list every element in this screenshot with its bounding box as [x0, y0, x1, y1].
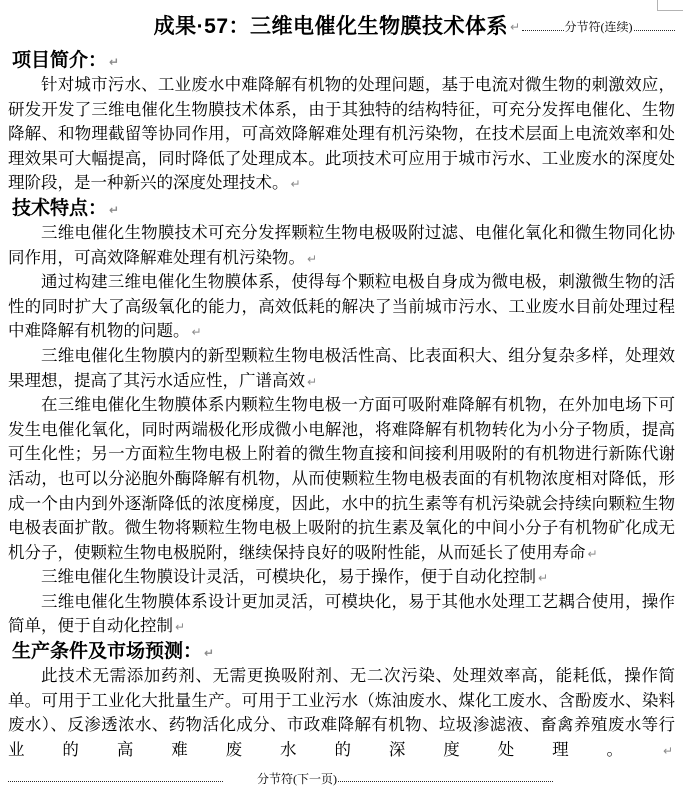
- paragraph-mark-icon: ↵: [662, 743, 673, 758]
- paragraph: [8, 565, 675, 590]
- paragraph-text: 此技术无需添加药剂、无需更换吸附剂、无二次污染、处理效率高，能耗低，操作简单。可用于工业化大批量生产。可用于工业污水（炼油废水、煤化工废水、含酚废水、染料废水）、反渗透浓水、药物活化成分、市政难降解有机物、垃圾渗滤液、畜禽养殖废水等行业的高难废水的深度处理。: [8, 666, 675, 759]
- paragraph-text: 三维电催化生物膜设计灵活，可模块化，易于操作，便于自动化控制: [41, 567, 536, 587]
- text-boundary-corner-icon: [657, 0, 683, 11]
- paragraph: [8, 221, 675, 270]
- paragraph-mark-icon: ↵: [191, 325, 202, 340]
- paragraph-mark-icon: ↵: [510, 20, 521, 34]
- paragraph: [8, 73, 675, 196]
- section-project-intro: [8, 48, 675, 196]
- section-break-label: 分节符(连续): [564, 20, 633, 34]
- section-break-label: 分节符(下一页): [257, 771, 337, 786]
- document-title-row: [8, 12, 675, 42]
- section-break-dots: [522, 30, 563, 31]
- paragraph-mark-icon: ↵: [109, 55, 120, 69]
- paragraph: [8, 590, 675, 639]
- paragraph-text: 三维电催化生物膜技术可充分发挥颗粒生物电极吸附过滤、电催化氧化和微生物同化协同作用，可高效降解难处理有机污染物。: [8, 222, 675, 267]
- section-heading-tech-features: [8, 196, 675, 221]
- paragraph-mark-icon: ↵: [109, 202, 120, 217]
- section-tech-features: [8, 196, 675, 639]
- heading-text: 生产条件及市场预测：: [12, 641, 203, 663]
- paragraph-mark-icon: ↵: [204, 646, 215, 661]
- paragraph-mark-icon: ↵: [307, 251, 318, 266]
- section-heading-project-intro: [8, 48, 675, 73]
- paragraph-mark-icon: ↵: [307, 374, 318, 389]
- paragraph: [8, 270, 675, 344]
- paragraph-text: 三维电催化生物膜体系设计更加灵活，可模块化，易于其他水处理工艺耦合使用，操作简单，便于自动化控制: [8, 591, 675, 636]
- paragraph-mark-icon: ↵: [290, 177, 301, 192]
- paragraph-mark-icon: ↵: [538, 571, 549, 586]
- section-heading-production-market: [8, 639, 675, 664]
- section-break-dots: [338, 781, 553, 782]
- paragraph-text: 在三维电催化生物膜体系内颗粒生物电极一方面可吸附难降解有机物，在外加电场下可发生电催化氧化，同时两端极化形成微小电解池，将难降解有机物转化为小分子物质，提高可生化性；另一方面粒生物电极上附着的微生物直接和间接利用吸附的有机物进行新陈代谢活动，也可以分泌胞外酶降解有机物，从而使颗粒生物电极表面的有机物浓度相对降低，形成一个由内到外逐渐降低的浓度梯度，因此，水中的抗生素等有机污染就会持续向颗粒生物电极表面扩散。微生物将颗粒生物电极上吸附的抗生素及氧化的中间小分子有机物矿化成无机分子，使颗粒生物电极脱附，继续保持良好的吸附性能，从而延长了使用寿命: [8, 395, 675, 562]
- paragraph: [8, 393, 675, 565]
- paragraph: [8, 664, 675, 787]
- section-break-dots: [8, 781, 223, 782]
- section-break-dots: [634, 30, 675, 31]
- heading-text: 项目简介：: [12, 50, 108, 71]
- paragraph-text: 针对城市污水、工业废水中难降解有机物的处理问题，基于电流对微生物的刺激效应，研发开发了三维电催化生物膜技术体系，由于其独特的结构特征，可充分发挥电催化、生物降解、和物理截留等协同作用，可高效降解难处理有机污染物，在技术层面上电流效率和处理效果可大幅提高，同时降低了处理成本。此项技术可应用于城市污水、工业废水的深度处理阶段，是一种新兴的深度处理技术。: [8, 75, 675, 193]
- paragraph-text: 通过构建三维电催化生物膜体系，使得每个颗粒电极自身成为微电极，刺激微生物的活性的同时扩大了高级氧化的能力，高效低耗的解决了当前城市污水、工业废水目前处理过程中难降解有机物的问题。: [8, 272, 675, 341]
- section-break-next-page: [8, 772, 553, 786]
- paragraph-mark-icon: ↵: [587, 546, 598, 561]
- section-break-continuous: [522, 20, 675, 34]
- paragraph-mark-icon: ↵: [175, 620, 186, 635]
- page-title: 成果·57：三维电催化生物膜技术体系: [153, 15, 508, 38]
- paragraph: [8, 344, 675, 393]
- section-production-market: [8, 639, 675, 787]
- heading-text: 技术特点：: [12, 197, 108, 219]
- paragraph-text: 三维电催化生物膜内的新型颗粒生物电极活性高、比表面积大、组分复杂多样，处理效果理想，提高了其污水适应性，广谱高效: [8, 345, 675, 390]
